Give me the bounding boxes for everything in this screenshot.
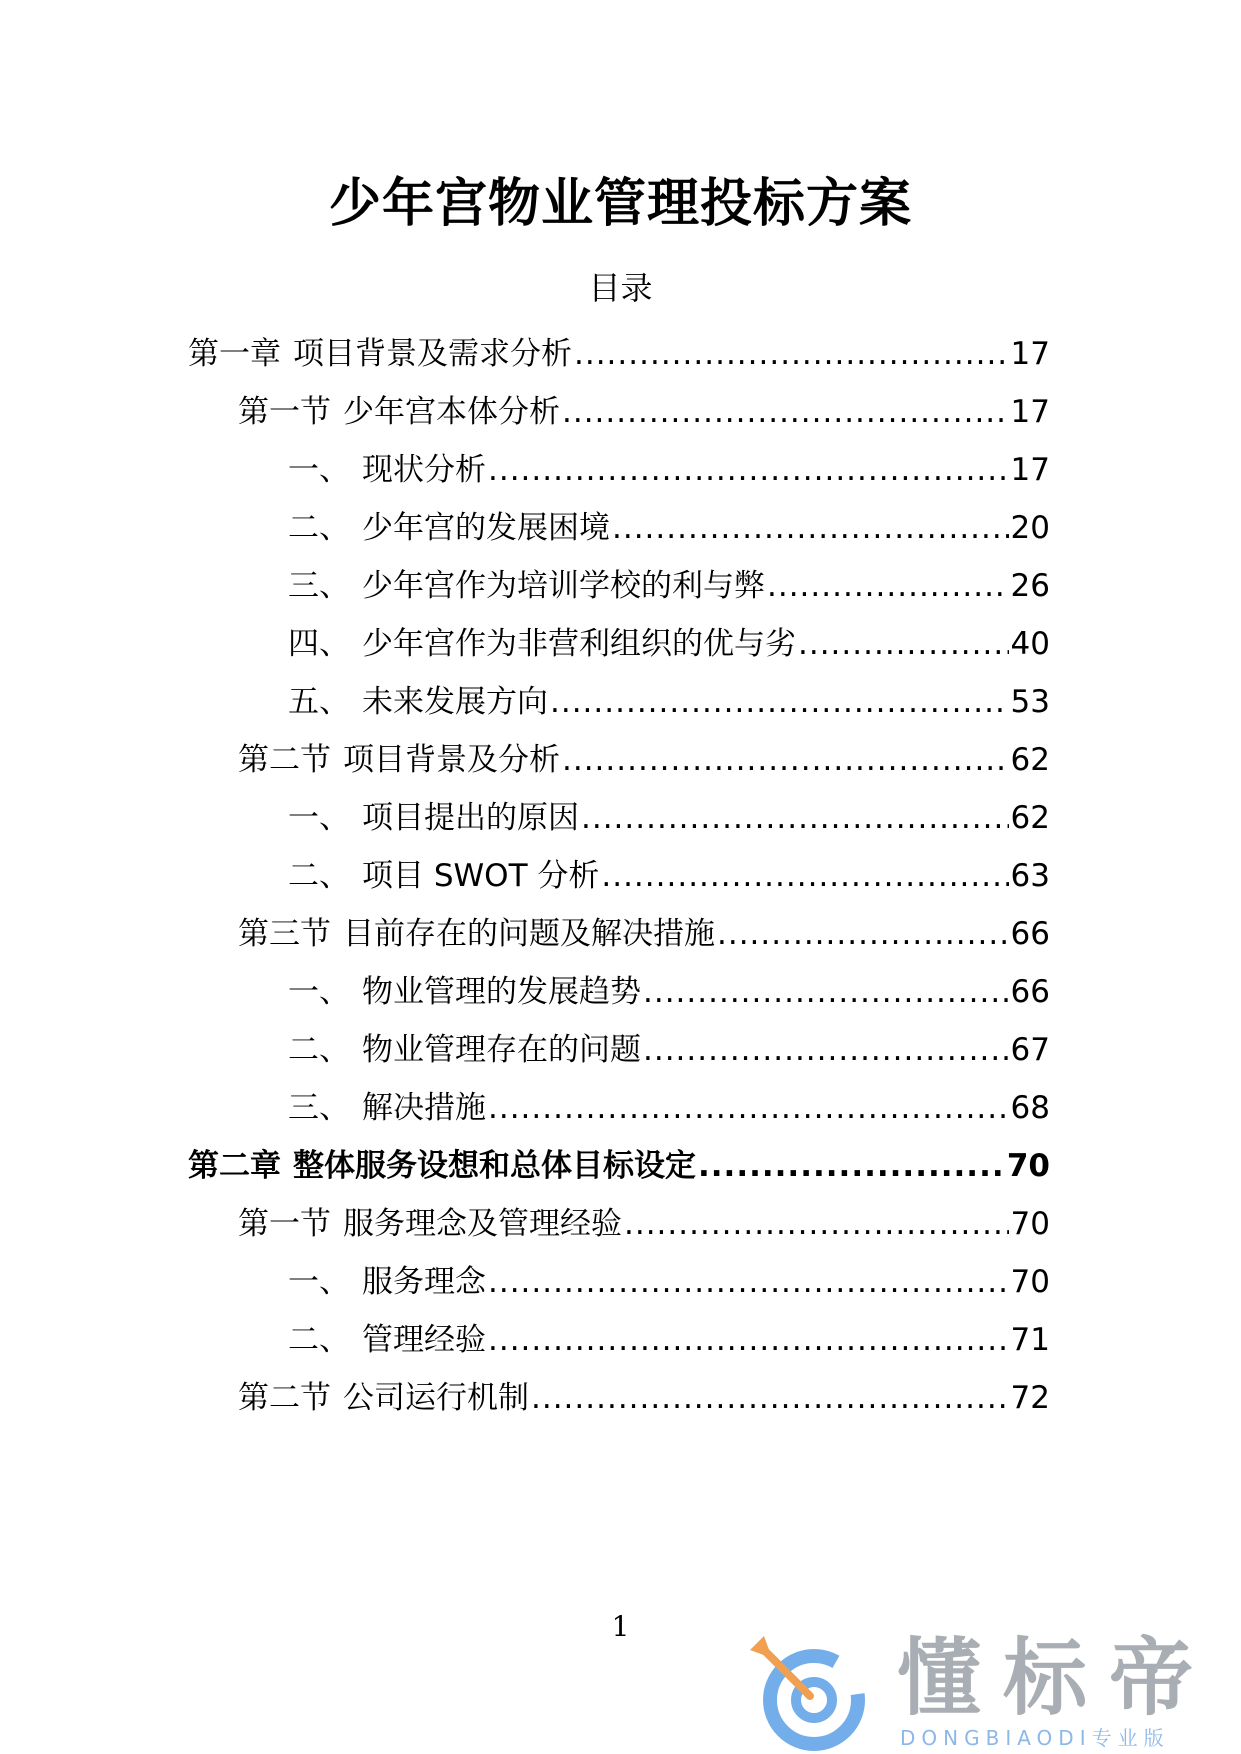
toc-entry-number: 四、 <box>288 626 350 662</box>
toc-entry-label <box>288 852 599 900</box>
toc-entry-label <box>188 330 572 378</box>
toc-entry-number: 二、 <box>288 510 350 546</box>
toc-entry-text: 服务理念及管理经验 <box>343 1206 622 1242</box>
toc-entry-label <box>288 794 579 842</box>
toc-entry[interactable] <box>288 1026 1050 1074</box>
toc-entry[interactable] <box>238 388 1050 436</box>
toc-entry[interactable] <box>188 1142 1050 1190</box>
toc-entry-page: 26 <box>1010 568 1050 604</box>
toc-entry-label <box>238 1374 529 1422</box>
toc-entry[interactable] <box>288 1316 1050 1364</box>
toc-entry-text: 未来发展方向 <box>362 684 548 720</box>
toc-entry-page: 40 <box>1010 626 1050 662</box>
toc-entry-number: 三、 <box>288 1090 350 1126</box>
toc-entry[interactable] <box>238 1200 1050 1248</box>
toc-entry-page: 70 <box>1010 1264 1050 1300</box>
toc-entry-number: 第三节 <box>238 916 331 952</box>
toc-entry-text: 少年宫作为非营利组织的优与劣 <box>362 626 796 662</box>
toc-entry-label <box>238 388 560 436</box>
toc-dot-leader <box>612 504 1009 552</box>
toc-entry-number: 二、 <box>288 858 350 894</box>
toc-entry-text: 目前存在的问题及解决措施 <box>343 916 715 952</box>
toc-entry[interactable] <box>288 1084 1050 1132</box>
toc-entry-page: 17 <box>1010 336 1050 372</box>
page-number: 1 <box>611 1610 630 1643</box>
toc-dot-leader <box>643 968 1009 1016</box>
toc-entry-page: 66 <box>1010 974 1050 1010</box>
toc-entry[interactable] <box>288 968 1050 1016</box>
toc-entry-text: 少年宫作为培训学校的利与弊 <box>362 568 765 604</box>
toc-entry-page: 72 <box>1010 1380 1050 1416</box>
toc-dot-leader <box>624 1200 1009 1248</box>
toc-entry-label <box>288 620 796 668</box>
toc-entry-number: 一、 <box>288 800 350 836</box>
toc-entry[interactable] <box>238 736 1050 784</box>
toc-heading: 目录 <box>588 269 653 307</box>
toc-entry[interactable] <box>288 562 1050 610</box>
toc-entry-number: 一、 <box>288 974 350 1010</box>
toc-entry-text: 现状分析 <box>362 452 486 488</box>
toc-entry-text: 管理经验 <box>362 1322 486 1358</box>
toc-dot-leader <box>488 1258 1009 1306</box>
toc-entry-text: 项目 SWOT 分析 <box>362 858 600 894</box>
toc-dot-leader <box>574 330 1009 378</box>
toc-entry-number: 一、 <box>288 1264 350 1300</box>
toc-entry-number: 三、 <box>288 568 350 604</box>
toc-entry-text: 物业管理存在的问题 <box>362 1032 641 1068</box>
toc-entry-text: 物业管理的发展趋势 <box>362 974 641 1010</box>
toc-entry-page: 20 <box>1010 510 1050 546</box>
toc-dot-leader <box>643 1026 1009 1074</box>
toc-entry-label <box>288 678 548 726</box>
toc-entry-number: 第二章 <box>188 1148 281 1184</box>
target-logo-icon <box>742 1628 872 1754</box>
toc-entry-page: 62 <box>1010 742 1050 778</box>
toc-entry-page: 70 <box>1006 1148 1050 1184</box>
toc-entry-text: 少年宫本体分析 <box>343 394 560 430</box>
toc-entry-text: 公司运行机制 <box>343 1380 529 1416</box>
toc-entry-label <box>238 910 715 958</box>
toc-dot-leader <box>581 794 1009 842</box>
toc-entry-label <box>238 1200 622 1248</box>
toc-dot-leader <box>698 1142 1005 1190</box>
toc-entry[interactable] <box>288 446 1050 494</box>
toc-entry-label <box>288 1316 486 1364</box>
toc-entry-label <box>288 1258 486 1306</box>
toc-entry-page: 66 <box>1010 916 1050 952</box>
watermark-subtitle: DONGBIAODI专业版 <box>900 1726 1170 1750</box>
toc-entry-page: 67 <box>1010 1032 1050 1068</box>
toc-entry-page: 62 <box>1010 800 1050 836</box>
toc-entry-number: 二、 <box>288 1032 350 1068</box>
watermark <box>742 1628 1241 1754</box>
toc-entry-number: 第一节 <box>238 1206 331 1242</box>
toc-dot-leader <box>562 388 1009 436</box>
toc-entry-label <box>238 736 560 784</box>
toc-entry-page: 17 <box>1010 452 1050 488</box>
toc-entry-label <box>288 504 610 552</box>
toc-entry-number: 第二节 <box>238 1380 331 1416</box>
toc-dot-leader <box>767 562 1009 610</box>
toc-entry-page: 53 <box>1010 684 1050 720</box>
toc-entry-number: 第一节 <box>238 394 331 430</box>
toc-dot-leader <box>798 620 1009 668</box>
toc-entry-text: 少年宫的发展困境 <box>362 510 610 546</box>
toc-entry-text: 服务理念 <box>362 1264 486 1300</box>
toc-entry[interactable] <box>288 678 1050 726</box>
toc-entry[interactable] <box>288 852 1050 900</box>
toc-entry-text: 解决措施 <box>362 1090 486 1126</box>
toc-entry[interactable] <box>288 620 1050 668</box>
toc-entry-label <box>288 968 641 1016</box>
toc-entry-page: 68 <box>1010 1090 1050 1126</box>
toc-entry-label <box>188 1142 696 1190</box>
toc-entry-number: 第二节 <box>238 742 331 778</box>
toc-dot-leader <box>717 910 1009 958</box>
toc-dot-leader <box>550 678 1009 726</box>
toc-entry-page: 63 <box>1010 858 1050 894</box>
toc-entry-page: 71 <box>1010 1322 1050 1358</box>
toc-entry-text: 项目背景及分析 <box>343 742 560 778</box>
toc-dot-leader <box>531 1374 1009 1422</box>
toc-dot-leader <box>488 1316 1009 1364</box>
toc-entry[interactable] <box>288 504 1050 552</box>
toc-entry-label <box>288 446 486 494</box>
toc-entry-page: 70 <box>1010 1206 1050 1242</box>
toc-dot-leader <box>488 1084 1009 1132</box>
toc-entry-page: 17 <box>1010 394 1050 430</box>
watermark-name: 懂标帝 <box>897 1629 1216 1727</box>
toc-entry-number: 一、 <box>288 452 350 488</box>
toc-entry[interactable] <box>288 794 1050 842</box>
toc-entry-label <box>288 1026 641 1074</box>
toc-entry-text: 项目提出的原因 <box>362 800 579 836</box>
document-title: 少年宫物业管理投标方案 <box>328 174 912 234</box>
toc-entry-text: 项目背景及需求分析 <box>293 336 572 372</box>
toc-entry[interactable] <box>288 1258 1050 1306</box>
toc-entry[interactable] <box>238 910 1050 958</box>
toc-entry[interactable] <box>188 330 1050 378</box>
toc-entry-number: 二、 <box>288 1322 350 1358</box>
toc-dot-leader <box>488 446 1009 494</box>
toc-entry[interactable] <box>238 1374 1050 1422</box>
toc-entry-label <box>288 562 765 610</box>
toc-entry-text: 整体服务设想和总体目标设定 <box>293 1148 696 1184</box>
toc-dot-leader <box>562 736 1009 784</box>
toc-dot-leader <box>601 852 1008 900</box>
toc-entry-number: 五、 <box>288 684 350 720</box>
toc-entry-number: 第一章 <box>188 336 281 372</box>
toc-entry-label <box>288 1084 486 1132</box>
